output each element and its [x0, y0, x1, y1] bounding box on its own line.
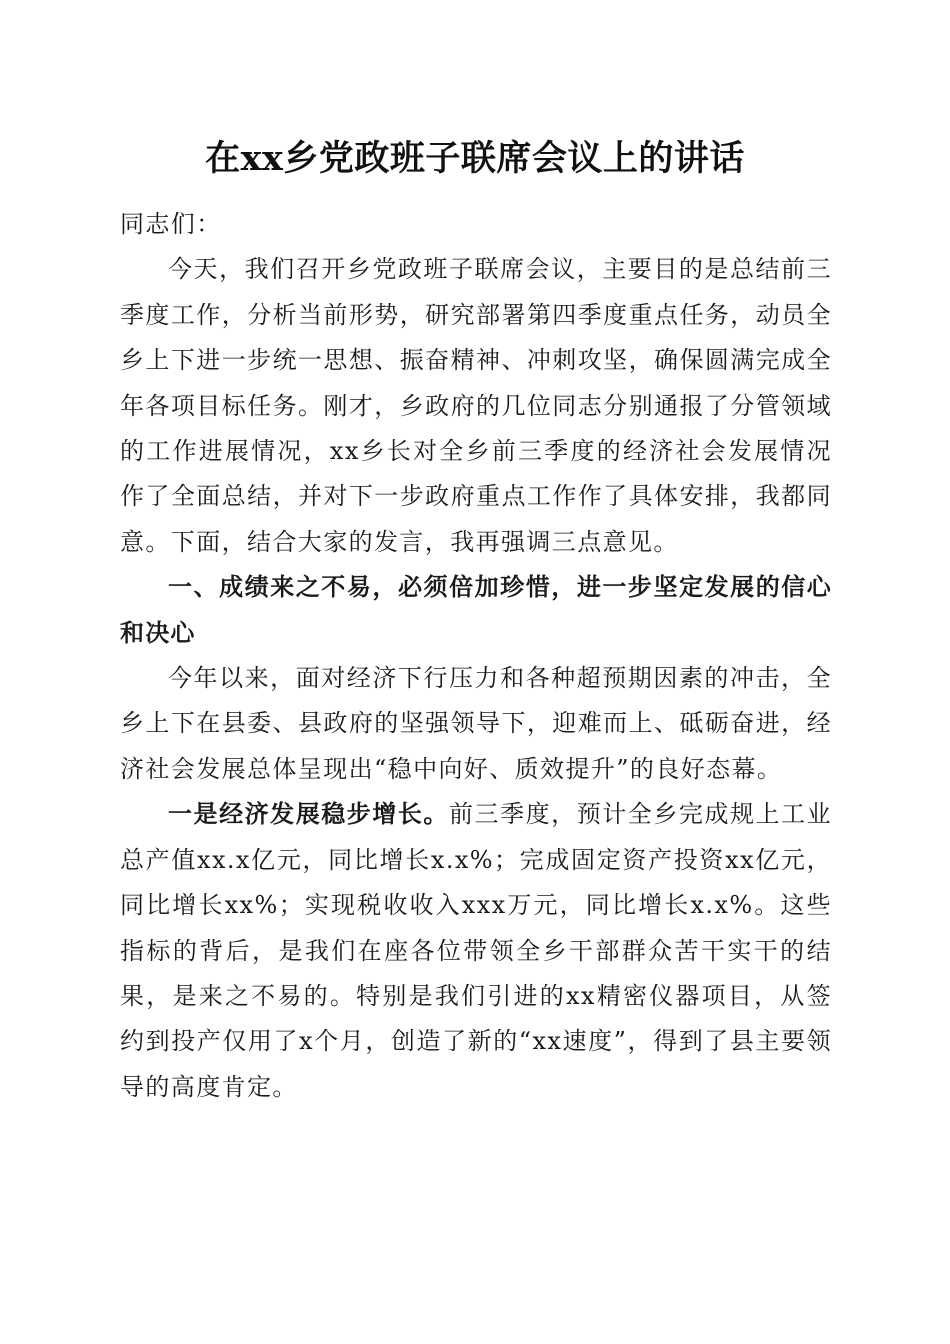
document-body	[120, 202, 832, 1110]
paragraph-point-one	[120, 792, 832, 1110]
section-heading-one: 一、成绩来之不易，必须倍加珍惜，进一步坚定发展的信心和决心	[120, 573, 832, 647]
document-title: 在xx乡党政班子联席会议上的讲话	[205, 138, 745, 179]
point-one-lead: 一是经济发展稳步增长。	[168, 800, 449, 829]
point-one-text: 前三季度，预计全乡完成规上工业总产值xx.x亿元，同比增长x.x%；完成固定资产投资xx亿元，同比增长xx%；实现税收收入xxx万元，同比增长x.x%。这些指标的背后，是我们在座各位带领全乡干部群众苦干实干的结果，是来之不易的。特别是我们引进的xx精密仪器项目，从签约到投产仅用了x个月，创造了新的“xx速度”，得到了县主要领导的高度肯定。	[120, 800, 832, 1101]
salutation: 同志们：	[120, 210, 222, 238]
paragraph-intro: 今天，我们召开乡党政班子联席会议，主要目的是总结前三季度工作，分析当前形势，研究部署第四季度重点任务，动员全乡上下进一步统一思想、振奋精神、冲刺攻坚，确保圆满完成全年各项目标任务。刚才，乡政府的几位同志分别通报了分管领域的工作进展情况，xx乡长对全乡前三季度的经济社会发展情况作了全面总结，并对下一步政府重点工作作了具体安排，我都同意。下面，结合大家的发言，我再强调三点意见。	[120, 255, 832, 556]
paragraph-achievements: 今年以来，面对经济下行压力和各种超预期因素的冲击，全乡上下在县委、县政府的坚强领导下，迎难而上、砥砺奋进，经济社会发展总体呈现出“稳中向好、质效提升”的良好态幕。	[120, 664, 832, 783]
